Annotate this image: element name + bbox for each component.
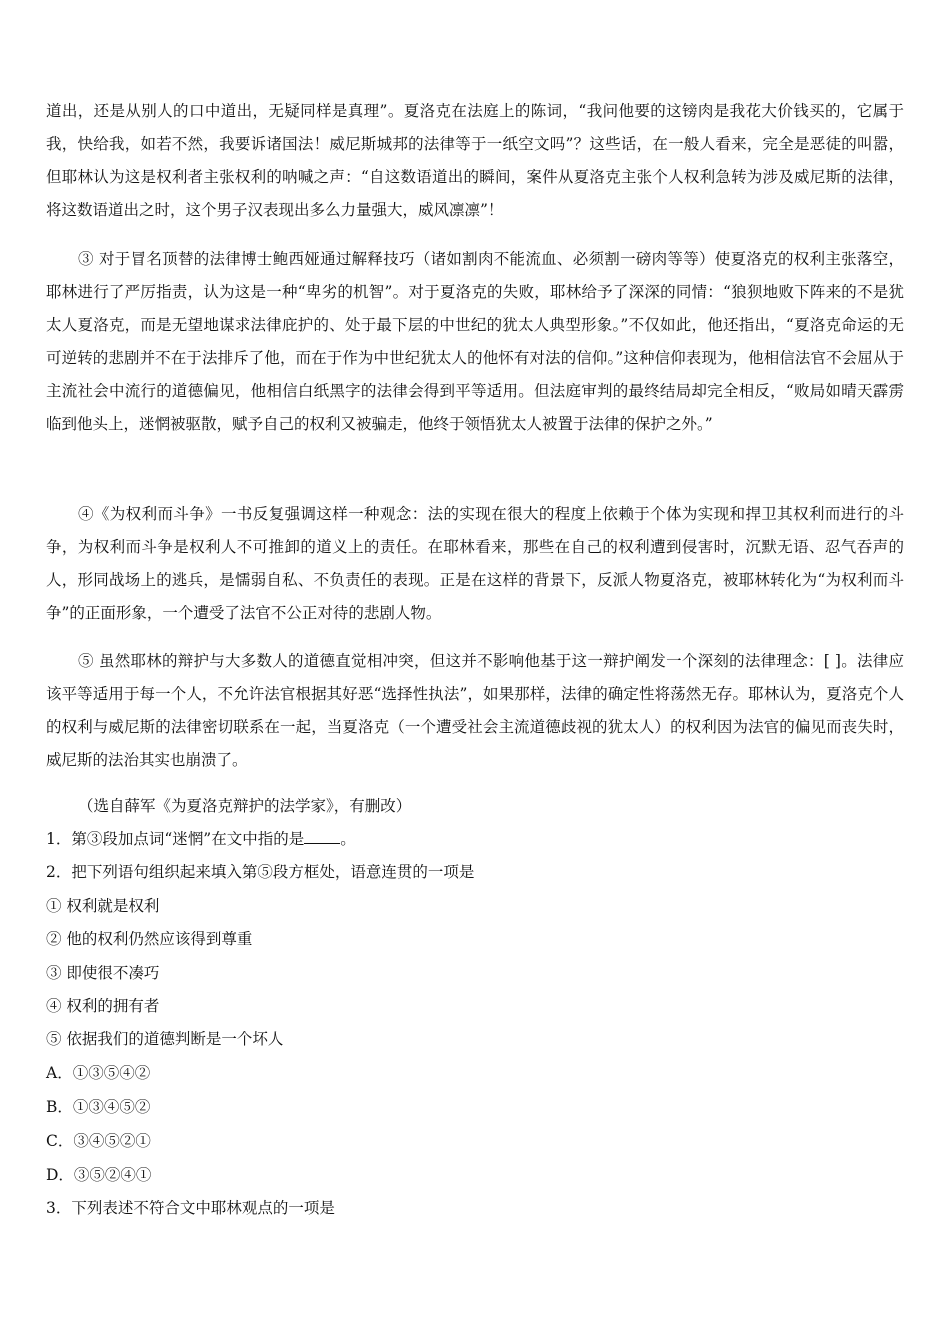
sentence-item-4: ④ 权利的拥有者 <box>46 997 160 1015</box>
question-1-end: 。 <box>340 830 356 848</box>
sentence-item-3: ③ 即使很不凑巧 <box>46 964 160 982</box>
sentence-item-5: ⑤ 依据我们的道德判断是一个坏人 <box>46 1030 284 1048</box>
question-1 <box>46 823 904 856</box>
passage-paragraph-continued: 道出，还是从别人的口中道出，无疑同样是真理”。夏洛克在法庭上的陈词，“我问他要的这镑肉是我花大价钱买的，它属于我，快给我，如若不然，我要诉诸国法！威尼斯城邦的法律等于一纸空文吗”？这些话，在一般人看来，完全是恶徒的叫嚣，但耶林认为这是权利者主张权利的呐喊之声：“自这数语道出的瞬间，案件从夏洛克主张个人权利急转为涉及威尼斯的法律，将这数语道出之时，这个男子汉表现出多么力量强大，威风凛凛”！ <box>46 102 904 219</box>
option-c: C．③④⑤②① <box>46 1132 151 1150</box>
passage-paragraph-4: ④《为权利而斗争》一书反复强调这样一种观念：法的实现在很大的程度上依赖于个体为实现和捍卫其权利而进行的斗争，为权利而斗争是权利人不可推卸的道义上的责任。在耶林看来，那些在自己的权利遭到侵害时，沉默无语、忍气吞声的人，形同战场上的逃兵，是懦弱自私、不负责任的表现。正是在这样的背景下，反派人物夏洛克，被耶林转化为“为权利而斗争”的正面形象，一个遭受了法官不公正对待的悲剧人物。 <box>46 505 904 622</box>
sentence-item-1: ① 权利就是权利 <box>46 897 160 915</box>
option-b: B．①③④⑤② <box>46 1098 151 1116</box>
answer-blank <box>304 828 340 845</box>
option-d: D．③⑤②④① <box>46 1166 152 1184</box>
passage-paragraph-5: ⑤ 虽然耶林的辩护与大多数人的道德直觉相冲突，但这并不影响他基于这一辩护阐发一个深刻的法律理念：[ ]。法律应该平等适用于每一个人，不允许法官根据其好恶“选择性执法”，如果那样，法律的确定性将荡然无存。耶林认为，夏洛克个人的权利与威尼斯的法律密切联系在一起，当夏洛克（一个遭受社会主流道德歧视的犹太人）的权利因为法官的偏见而丧失时，威尼斯的法治其实也崩溃了。 <box>46 652 904 769</box>
sentence-item-2: ② 他的权利仍然应该得到尊重 <box>46 930 253 948</box>
question-3: 3．下列表述不符合文中耶林观点的一项是 <box>46 1199 335 1217</box>
question-2: 2．把下列语句组织起来填入第⑤段方框处，语意连贯的一项是 <box>46 863 475 881</box>
option-a: A．①③⑤④② <box>46 1064 151 1082</box>
source-citation: （选自薛军《为夏洛克辩护的法学家》，有删改） <box>78 797 412 815</box>
question-1-text: 1．第③段加点词“迷惘”在文中指的是 <box>46 830 305 848</box>
passage-paragraph-3: ③ 对于冒名顶替的法律博士鲍西娅通过解释技巧（诸如割肉不能流血、必须割一磅肉等等）使夏洛克的权利主张落空，耶林进行了严厉指责，认为这是一种“卑劣的机智”。对于夏洛克的失败，耶林给予了深深的同情：“狼狈地败下阵来的不是犹太人夏洛克，而是无望地谋求法律庇护的、处于最下层的中世纪的犹太人典型形象。”不仅如此，他还指出，“夏洛克命运的无可逆转的悲剧并不在于法排斥了他，而在于作为中世纪犹太人的他怀有对法的信仰。”这种信仰表现为，他相信法官不会屈从于主流社会中流行的道德偏见，他相信白纸黑字的法律会得到平等适用。但法庭审判的最终结局却完全相反，“败局如晴天霹雳临到他头上，迷惘被驱散，赋予自己的权利又被骗走，他终于领悟犹太人被置于法律的保护之外。” <box>46 250 904 433</box>
